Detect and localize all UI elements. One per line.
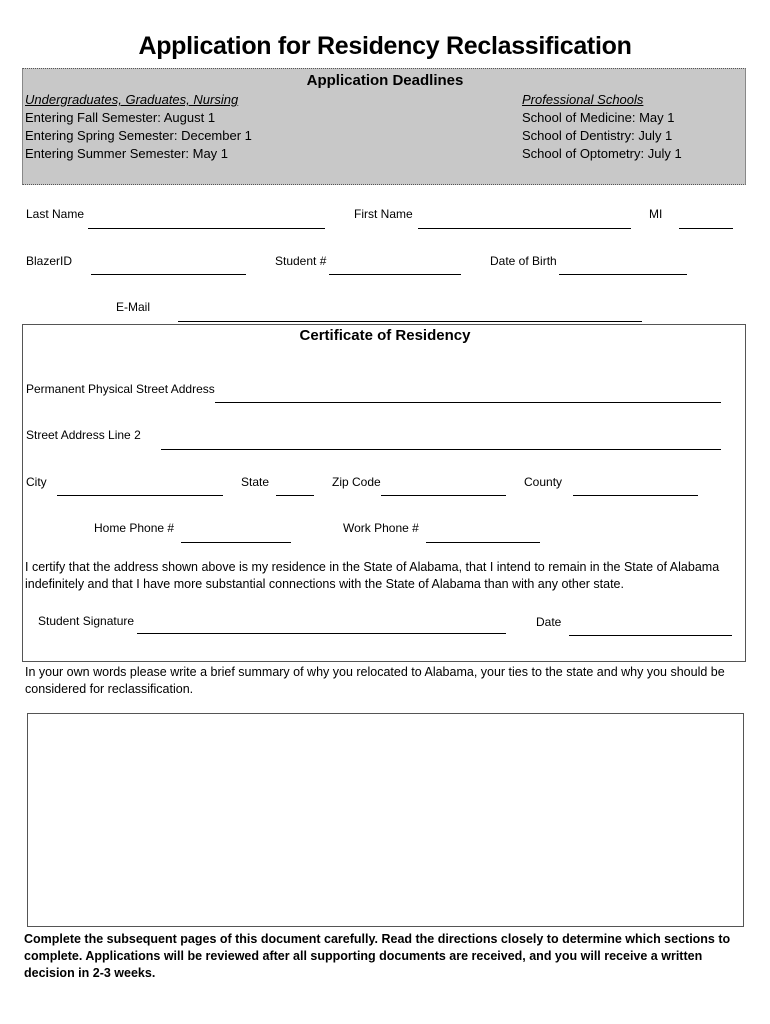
- work-phone-field[interactable]: [426, 542, 540, 543]
- home-phone-label: Home Phone #: [94, 521, 175, 535]
- deadline-item: Entering Spring Semester: December 1: [25, 128, 252, 143]
- zip-code-label: Zip Code: [332, 475, 381, 489]
- blazer-id-field[interactable]: [91, 274, 246, 275]
- first-name-label: First Name: [354, 207, 413, 221]
- mi-field[interactable]: [679, 228, 733, 229]
- signature-date-field[interactable]: [569, 635, 732, 636]
- certificate-heading: Certificate of Residency: [299, 327, 471, 344]
- deadlines-right-header: Professional Schools: [522, 92, 644, 107]
- deadline-item: Entering Summer Semester: May 1: [25, 146, 229, 161]
- deadlines-left-header: Undergraduates, Graduates, Nursing: [25, 92, 239, 107]
- city-label: City: [26, 475, 47, 489]
- city-field[interactable]: [57, 495, 223, 496]
- first-name-field[interactable]: [418, 228, 631, 229]
- state-label: State: [241, 475, 270, 489]
- footer-instructions: Complete the subsequent pages of this document carefully. Read the directions closely to determine which sections to complete. Applications will be reviewed after all supporting documents are received, and you will receive a written decision in 2-3 weeks.: [24, 932, 731, 980]
- dob-label: Date of Birth: [490, 254, 557, 268]
- deadlines-left-column: [25, 91, 252, 163]
- signature-date-label: Date: [536, 615, 562, 629]
- dob-field[interactable]: [559, 274, 687, 275]
- certificate-section: [22, 324, 746, 662]
- county-label: County: [524, 475, 563, 489]
- student-number-label: Student #: [275, 254, 327, 268]
- street-address-label: Permanent Physical Street Address: [26, 382, 215, 396]
- deadline-item: School of Dentistry: July 1: [522, 128, 673, 143]
- summary-prompt: In your own words please write a brief summary of why you relocated to Alabama, your ties to the state and why you should be considered for reclassification.: [25, 665, 725, 696]
- mi-label: MI: [649, 207, 663, 221]
- blazer-id-label: BlazerID: [26, 254, 73, 268]
- last-name-label: Last Name: [26, 207, 85, 221]
- email-label: E-Mail: [116, 300, 151, 314]
- deadlines-right-column: [522, 91, 682, 163]
- work-phone-label: Work Phone #: [343, 521, 419, 535]
- street-address-field[interactable]: [215, 402, 721, 403]
- zip-code-field[interactable]: [381, 495, 506, 496]
- summary-textarea[interactable]: [27, 713, 744, 927]
- deadline-item: Entering Fall Semester: August 1: [25, 110, 216, 125]
- signature-label: Student Signature: [38, 614, 135, 628]
- street-address-2-label: Street Address Line 2: [26, 428, 141, 442]
- deadline-item: School of Optometry: July 1: [522, 146, 682, 161]
- home-phone-field[interactable]: [181, 542, 291, 543]
- county-field[interactable]: [573, 495, 698, 496]
- deadline-item: School of Medicine: May 1: [522, 110, 675, 125]
- deadlines-heading: Application Deadlines: [306, 72, 464, 89]
- state-field[interactable]: [276, 495, 314, 496]
- deadlines-panel: [22, 68, 746, 185]
- email-field[interactable]: [178, 321, 642, 322]
- last-name-field[interactable]: [88, 228, 325, 229]
- student-number-field[interactable]: [329, 274, 461, 275]
- page-title: Application for Residency Reclassification: [138, 32, 632, 60]
- signature-field[interactable]: [137, 633, 506, 634]
- street-address-2-field[interactable]: [161, 449, 721, 450]
- residency-statement: I certify that the address shown above is my residence in the State of Alabama, that I intend to remain in the State of Alabama indefinitely and that I have more substantial connections with the State of Alabama than with any other state.: [25, 560, 720, 591]
